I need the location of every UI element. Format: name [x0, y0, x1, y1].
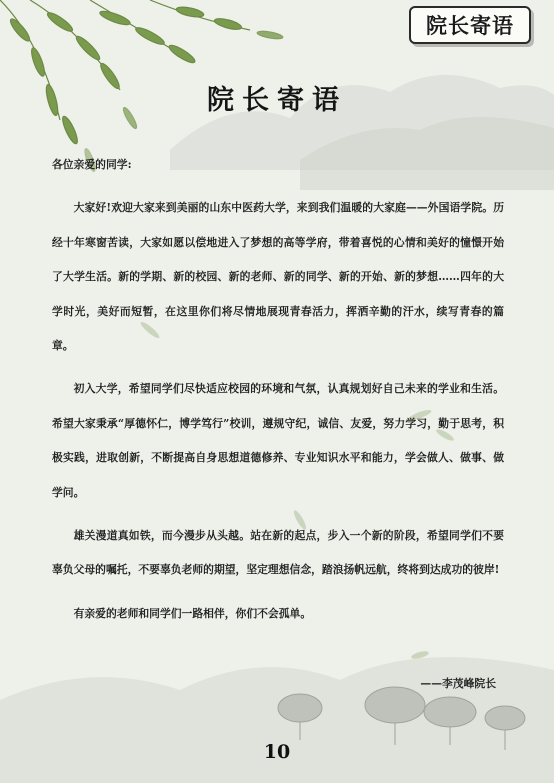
paragraph: 雄关漫道真如铁，而今漫步从头越。站在新的起点，步入一个新的阶段，希望同学们不要辜负父母的嘱托，不要辜负老师的期望，坚定理想信念，踏浪扬帆远航，终将到达成功的彼岸! [52, 529, 504, 577]
paragraph: 初入大学，希望同学们尽快适应校园的环境和气氛，认真规划好自己未来的学业和生活。希望大家秉承“厚德怀仁，博学笃行”校训，遵规守纪，诚信、友爱，努力学习，勤于思考，积极实践，进取创新，不断提高自身思想道德修养、专业知识水平和能力，学会做人、做事、做学问。 [52, 382, 504, 499]
greeting: 各位亲爱的同学: [52, 158, 132, 171]
letter-body [52, 148, 504, 640]
signature: ——李茂峰院长 [420, 677, 496, 690]
page-title: 院长寄语 [207, 85, 347, 116]
page-number: 10 [263, 741, 291, 763]
paragraph: 大家好!欢迎大家来到美丽的山东中医药大学，来到我们温暖的大家庭——外国语学院。历经十年寒窗苦读，大家如愿以偿地进入了梦想的高等学府，带着喜悦的心情和美好的憧憬开始了大学生活。新的学期、新的校园、新的老师、新的同学、新的开始、新的梦想……四年的大学时光，美好而短暂，在这里你们将尽情地展现青春活力，挥洒辛勤的汗水，续写青春的篇章。 [52, 201, 504, 353]
section-tag: 院长寄语 [409, 6, 531, 44]
paragraph: 有亲爱的老师和同学们一路相伴，你们不会孤单。 [73, 606, 312, 620]
